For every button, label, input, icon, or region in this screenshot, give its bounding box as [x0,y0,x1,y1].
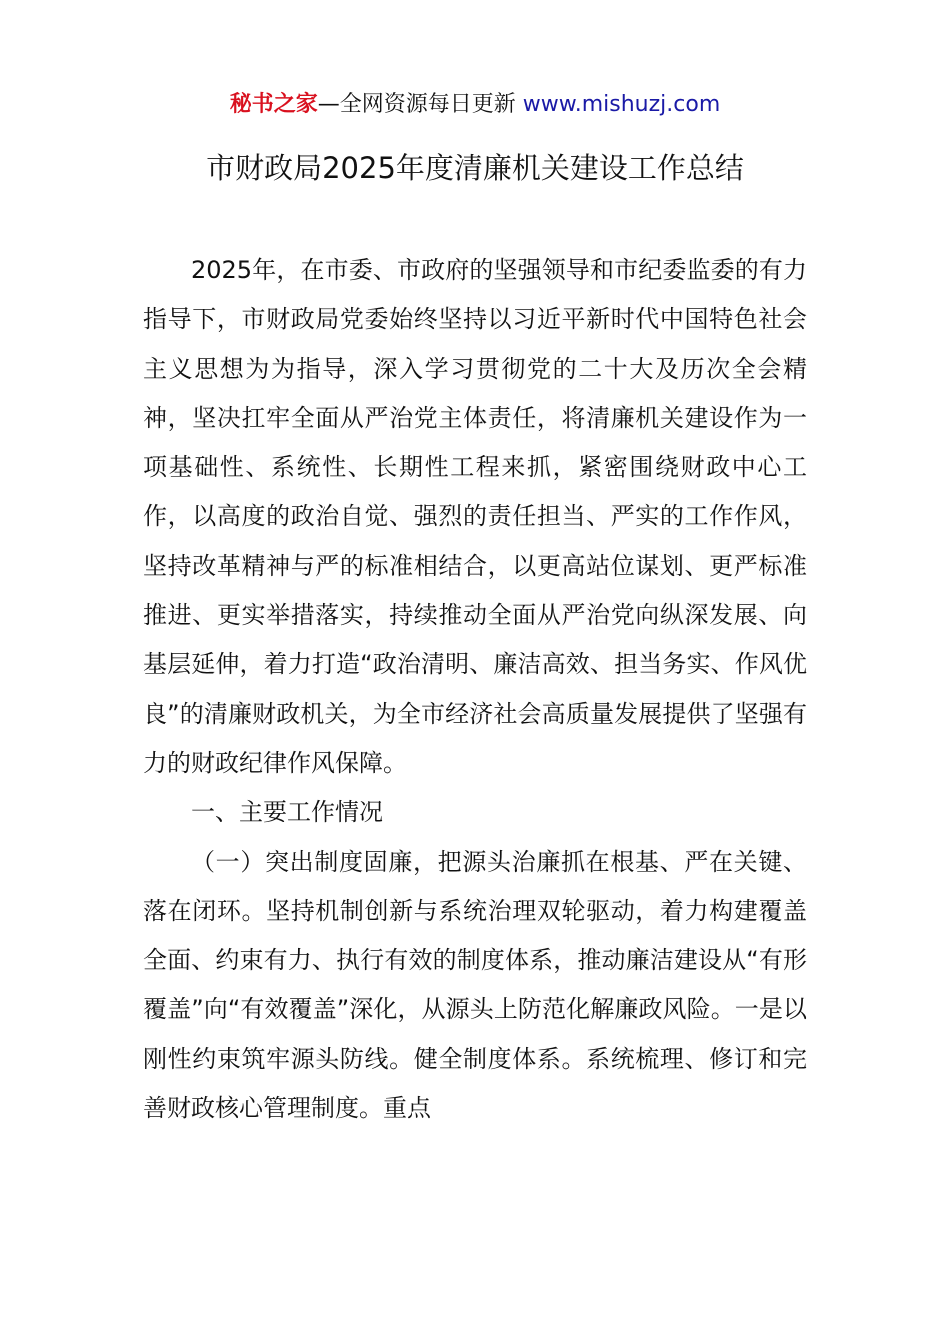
site-tagline: —全网资源每日更新 [317,92,523,117]
document-body [143,246,807,1133]
subsection-paragraph: （一）突出制度固廉，把源头治廉抓在根基、严在关键、落在闭环。坚持机制创新与系统治理双轮驱动，着力构建覆盖全面、约束有力、执行有效的制度体系，推动廉洁建设从“有形覆盖”向“有效覆盖”深化，从源头上防范化解廉政风险。一是以刚性约束筑牢源头防线。健全制度体系。系统梳理、修订和完善财政核心管理制度。重点 [143,847,807,1123]
site-url-link[interactable]: www.mishuzj.com [522,92,721,117]
document-title: 市财政局2025年度清廉机关建设工作总结 [206,151,744,185]
section-heading: 一、主要工作情况 [191,798,383,827]
site-brand: 秘书之家 [229,92,318,117]
site-header [0,88,950,122]
intro-paragraph: 2025年，在市委、市政府的坚强领导和市纪委监委的有力指导下，市财政局党委始终坚持以习近平新时代中国特色社会主义思想为为指导，深入学习贯彻党的二十大及历次全会精神，坚决扛牢全面从严治党主体责任，将清廉机关建设作为一项基础性、系统性、长期性工程来抓，紧密围绕财政中心工作，以高度的政治自觉、强烈的责任担当、严实的工作作风，坚持改革精神与严的标准相结合，以更高站位谋划、更严标准推进、更实举措落实，持续推动全面从严治党向纵深发展、向基层延伸，着力打造“政治清明、廉洁高效、担当务实、作风优良”的清廉财政机关，为全市经济社会高质量发展提供了坚强有力的财政纪律作风保障。 [143,256,807,777]
